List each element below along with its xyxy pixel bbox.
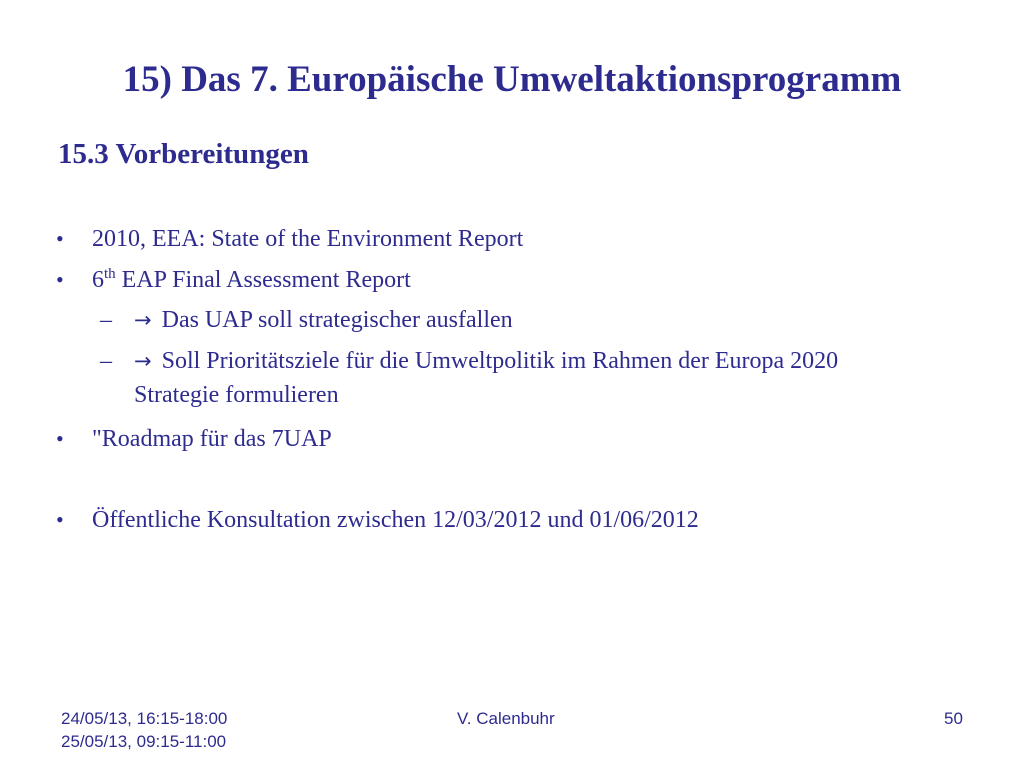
bullet-text: "Roadmap für das 7UAP (92, 426, 332, 452)
sub-bullet-text: Soll Prioritätsziele für die Umweltpolitik im Rahmen der Europa 2020 Strategie formulieren (134, 348, 839, 408)
sub-bullet-content (134, 344, 924, 412)
slide-title: 15) Das 7. Europäische Umweltaktionsprogramm (122, 59, 902, 100)
superscript: th (104, 266, 116, 282)
footer-dates (61, 707, 227, 753)
bullet-text-prefix: 6 (92, 267, 104, 293)
footer-date-line: 25/05/13, 09:15-11:00 (61, 732, 227, 751)
bullet-marker: • (56, 426, 64, 451)
bullet-marker: • (56, 507, 64, 532)
bullet-text (92, 263, 411, 297)
sub-bullet-text: Das UAP soll strategischer ausfallen (161, 307, 513, 333)
footer-author: V. Calenbuhr (457, 709, 555, 728)
bullet-marker: • (56, 267, 64, 292)
sub-bullet-content (134, 303, 954, 337)
footer-date-line: 24/05/13, 16:15-18:00 (61, 709, 228, 728)
arrow-right-icon: → (134, 308, 152, 332)
bullet-marker: • (56, 226, 64, 251)
bullet-text-suffix: EAP Final Assessment Report (115, 267, 411, 293)
slide-subtitle: 15.3 Vorbereitungen (58, 138, 309, 170)
dash-marker: – (100, 348, 112, 374)
arrow-right-icon: → (134, 349, 152, 373)
page-number: 50 (944, 709, 963, 728)
bullet-text: 2010, EEA: State of the Environment Report (92, 226, 524, 252)
dash-marker: – (100, 307, 112, 333)
bullet-text: Öffentliche Konsultation zwischen 12/03/2012 und 01/06/2012 (92, 507, 699, 533)
